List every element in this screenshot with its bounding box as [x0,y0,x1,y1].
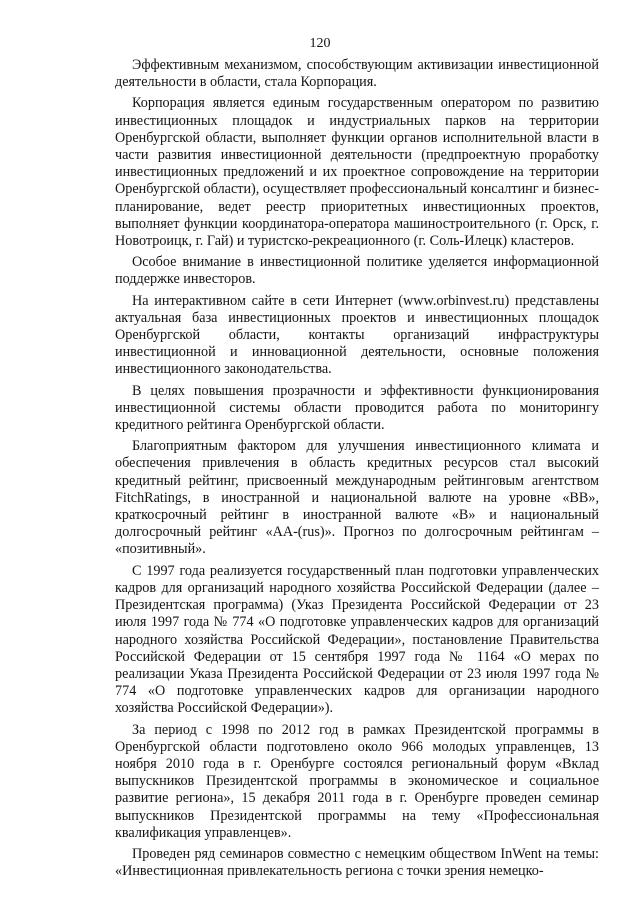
paragraph-info-support: Особое внимание в инвестиционной политике уделяется информационной поддержке инвесторов. [115,254,599,288]
document-body [115,57,599,884]
paragraph-credit-monitoring: В целях повышения прозрачности и эффективности функционирования инвестиционной системы области проводится работа по мониторингу кредитного рейтинга Оренбургской области. [115,382,599,434]
paragraph-seminars: Проведен ряд семинаров совместно с немецким обществом InWent на темы: «Инвестиционная привлекательность региона с точки зрения немецко- [115,845,599,880]
paragraph-corporation-role: Корпорация является единым государственным оператором по развитию инвестиционных площадок и индустриальных парков на территории Оренбургской области, выполняет функции органов исполнительной власти в части развития инвестиционной деятельности (предпроектную проработку инвестиционных предложений и их проектное сопровождение на территории Оренбургской области), осуществляет профессиональный консалтинг и бизнес-планирование, ведет реестр приоритетных инвестиционных проектов, выполняет функции координатора-оператора машиностроительного (г. Орск, г. Новотроицк, г. Гай) и туристско-рекреационного (г. Соль-Илецк) кластеров. [115,95,599,250]
paragraph-program-results: За период с 1998 по 2012 год в рамках Президентской программы в Оренбургской области подготовлено около 966 молодых управленцев, 13 ноября 2010 года в г. Оренбурге состоялся региональный форум «Вклад выпускников Президентской программы в экономическое и социальное развитие региона», 15 декабря 2011 года в г. Оренбурге проведен семинар выпускников Президентской программы на тему «Профессиональная квалификация управленцев». [115,721,599,841]
page-number: 120 [309,36,331,51]
paragraph-credit-rating: Благоприятным фактором для улучшения инвестиционного климата и обеспечения привлечения в область кредитных ресурсов стал высокий кредитный рейтинг, присвоенный международным рейтинговым агентством FitchRatings, в иностранной и национальной валюте на уровне «ВВ», краткосрочный рейтинг в иностранной валюте «В» и национальный долгосрочный рейтинг «АА-(rus)». Прогноз по долгосрочным рейтингам – «позитивный». [115,438,599,558]
paragraph-presidential-program: С 1997 года реализуется государственный план подготовки управленческих кадров для организаций народного хозяйства Российской Федерации (далее – Президентская программа) (Указ Президента Российской Федерации от 23 июля 1997 года № 774 «О подготовке управленческих кадров для организаций народного хозяйства Российской Федерации», постановление Правительства Российской Федерации от 15 сентября 1997 года № 1164 «О мерах по реализации Указа Президента Российской Федерации от 23 июля 1997 года № 774 «О подготовке управленческих кадров для организации народного хозяйства Российской Федерации»). [115,562,599,717]
paragraph-website: На интерактивном сайте в сети Интернет (www.orbinvest.ru) представлены актуальная база инвестиционных проектов и инвестиционных площадок Оренбургской области, контакты организаций инфраструктуры инвестиционной и инновационной деятельности, основные положения инвестиционного законодательства. [115,292,599,378]
paragraph-corporation-intro: Эффективным механизмом, способствующим активизации инвестиционной деятельности в области, стала Корпорация. [115,57,599,91]
